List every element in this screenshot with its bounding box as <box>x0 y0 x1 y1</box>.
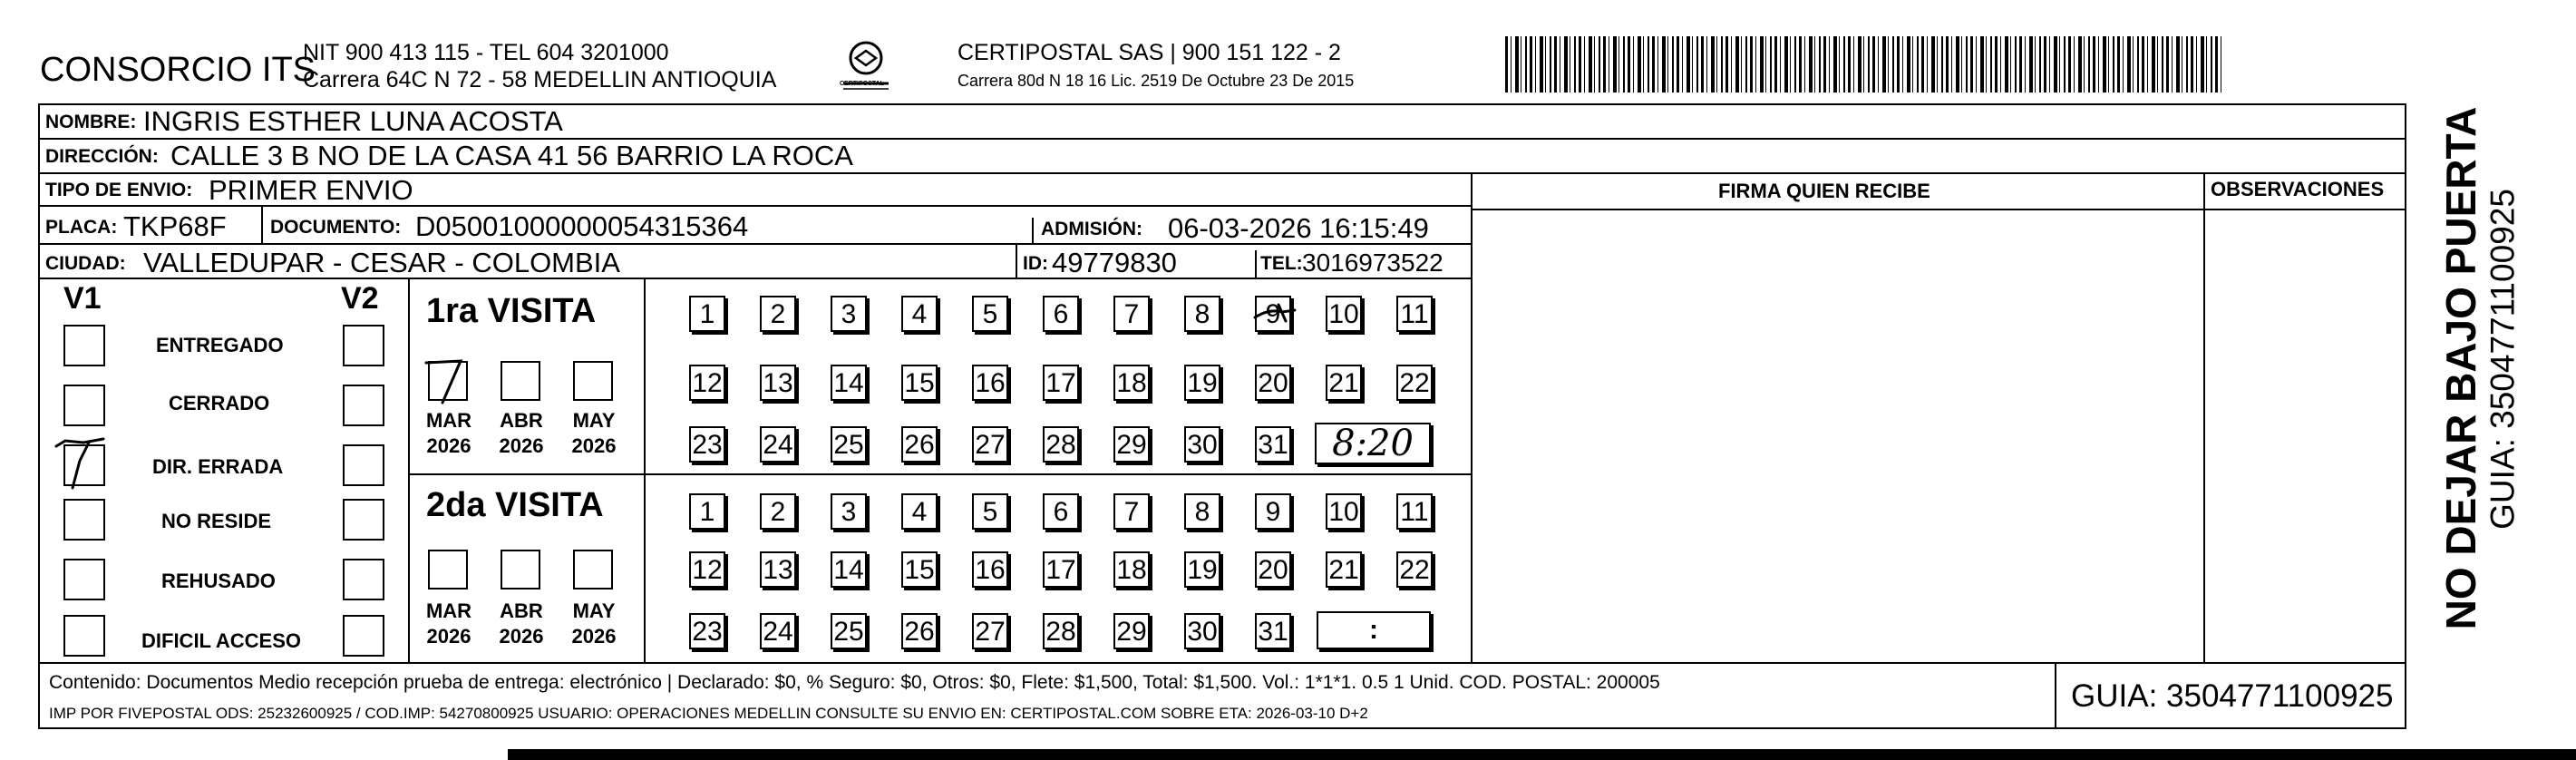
second-day-24[interactable]: 24 <box>760 613 796 649</box>
footer-contents: Contenido: Documentos Medio recepción prueba de entrega: electrónico | Declarado: $0, % Seguro: $0, Otros: $0, Flete: $1,500, Total: $1,500. Vol.: 1*1*1. 0.5 1 Unid. COD. POSTAL: 200005 <box>49 672 1660 693</box>
first-day-20[interactable]: 20 <box>1255 365 1291 401</box>
option-dificil-acceso: DIFICIL ACCESO <box>141 629 302 652</box>
v1-checkbox-no-reside[interactable] <box>63 499 105 541</box>
first-day-29[interactable]: 29 <box>1113 426 1150 463</box>
tel-label: TEL: <box>1260 253 1303 274</box>
second-day-18[interactable]: 18 <box>1113 551 1150 588</box>
first-day-23[interactable]: 23 <box>689 426 725 463</box>
ciudad-label: CIUDAD: <box>45 253 126 274</box>
second-visit-title: 2da VISITA <box>426 486 604 524</box>
first-day-7[interactable]: 7 <box>1113 296 1150 332</box>
first-day-19[interactable]: 19 <box>1184 365 1220 401</box>
v1-label: V1 <box>63 281 102 316</box>
company-address: Carrera 64C N 72 - 58 MEDELLIN ANTIOQUIA <box>303 67 777 93</box>
first-year-may-label: 2026 <box>571 434 617 457</box>
second-visit-month-mar[interactable] <box>428 550 468 589</box>
handwritten-seven-icon <box>419 354 470 406</box>
second-day-27[interactable]: 27 <box>972 613 1008 649</box>
second-day-31[interactable]: 31 <box>1255 613 1291 649</box>
documento-label: DOCUMENTO: <box>270 217 402 238</box>
first-month-may-label: MAY <box>572 409 616 432</box>
first-month-abr-label: ABR <box>500 409 543 432</box>
side-guia: GUIA: 3504771100925 <box>2484 189 2522 530</box>
second-day-17[interactable]: 17 <box>1043 551 1079 588</box>
second-day-8[interactable]: 8 <box>1184 493 1220 530</box>
first-day-2[interactable]: 2 <box>760 296 796 332</box>
second-day-19[interactable]: 19 <box>1184 551 1220 588</box>
option-no-reside: NO RESIDE <box>161 510 272 532</box>
first-visit-time: 8:20 <box>1332 423 1414 464</box>
second-day-7[interactable]: 7 <box>1113 493 1150 530</box>
carrier-address: Carrera 80d N 18 16 Lic. 2519 De Octubre 23 De 2015 <box>957 72 1355 90</box>
v1-checkbox-cerrado[interactable] <box>63 385 105 426</box>
direccion-label: DIRECCIÓN: <box>45 146 159 167</box>
first-day-1[interactable]: 1 <box>689 296 725 332</box>
observaciones-header: OBSERVACIONES <box>2211 178 2385 200</box>
id-value: 49779830 <box>1052 247 1177 278</box>
certipostal-logo-text: CERTIPOSTAL <box>840 81 884 87</box>
first-day-26[interactable]: 26 <box>901 426 938 463</box>
second-day-26[interactable]: 26 <box>901 613 938 649</box>
nombre-label: NOMBRE: <box>45 112 137 132</box>
second-day-21[interactable]: 21 <box>1326 551 1362 588</box>
first-day-8[interactable]: 8 <box>1184 296 1220 332</box>
v2-label: V2 <box>341 281 379 316</box>
first-month-mar-label: MAR <box>425 409 472 432</box>
first-visit-title: 1ra VISITA <box>426 292 597 330</box>
admision-label: ADMISIÓN: <box>1041 219 1142 239</box>
first-day-24[interactable]: 24 <box>760 426 796 463</box>
first-day-12[interactable]: 12 <box>689 365 725 401</box>
second-day-4[interactable]: 4 <box>901 493 938 530</box>
side-warning: NO DEJAR BAJO PUERTA <box>2437 106 2484 630</box>
tipo-envio-value: PRIMER ENVIO <box>209 174 413 206</box>
first-day-30[interactable]: 30 <box>1184 426 1220 463</box>
first-year-mar-label: 2026 <box>426 434 471 457</box>
v2-checkbox-dificil-acceso[interactable] <box>343 615 384 657</box>
company-nit: NIT 900 413 115 - TEL 604 3201000 <box>303 40 669 65</box>
second-day-29[interactable]: 29 <box>1113 613 1150 649</box>
direccion-value: CALLE 3 B NO DE LA CASA 41 56 BARRIO LA ROCA <box>170 140 853 171</box>
second-day-11[interactable]: 11 <box>1396 493 1433 530</box>
v2-checkbox-cerrado[interactable] <box>343 385 384 426</box>
second-visit-month-abr[interactable] <box>501 550 540 589</box>
option-rehusado: REHUSADO <box>161 570 276 592</box>
second-day-22[interactable]: 22 <box>1396 551 1433 588</box>
second-day-9[interactable]: 9 <box>1255 493 1291 530</box>
v2-checkbox-rehusado[interactable] <box>343 559 384 600</box>
first-day-6[interactable]: 6 <box>1043 296 1079 332</box>
option-dir-errada: DIR. ERRADA <box>152 455 284 478</box>
second-day-3[interactable]: 3 <box>831 493 867 530</box>
first-day-14[interactable]: 14 <box>831 365 867 401</box>
first-day-17[interactable]: 17 <box>1043 365 1079 401</box>
documento-value: D05001000000054315364 <box>415 210 749 242</box>
handwritten-check-mark-icon <box>53 435 109 490</box>
id-label: ID: <box>1023 253 1048 274</box>
second-day-1[interactable]: 1 <box>689 493 725 530</box>
second-year-may-label: 2026 <box>571 625 617 648</box>
first-day-10[interactable]: 10 <box>1326 296 1362 332</box>
second-day-10[interactable]: 10 <box>1326 493 1362 530</box>
first-day-25[interactable]: 25 <box>831 426 867 463</box>
placa-value: TKP68F <box>123 210 227 242</box>
option-cerrado: CERRADO <box>169 392 270 414</box>
first-day-3[interactable]: 3 <box>831 296 867 332</box>
barcode <box>1505 36 2221 93</box>
v2-checkbox-no-reside[interactable] <box>343 499 384 541</box>
second-day-16[interactable]: 16 <box>972 551 1008 588</box>
side-text-group <box>2416 98 2523 638</box>
second-year-mar-label: 2026 <box>426 625 471 648</box>
v1-checkbox-dificil-acceso[interactable] <box>63 615 105 657</box>
second-day-15[interactable]: 15 <box>901 551 938 588</box>
first-visit-month-may[interactable] <box>573 361 613 401</box>
v2-checkbox-entregado[interactable] <box>343 325 384 366</box>
tipo-envio-label: TIPO DE ENVIO: <box>45 180 193 200</box>
second-day-30[interactable]: 30 <box>1184 613 1220 649</box>
footer-guia: GUIA: 3504771100925 <box>2071 678 2394 714</box>
option-entregado: ENTREGADO <box>156 334 284 356</box>
first-day-22[interactable]: 22 <box>1396 365 1433 401</box>
second-month-may-label: MAY <box>572 599 616 622</box>
second-day-2[interactable]: 2 <box>760 493 796 530</box>
first-day-9[interactable]: 9 <box>1255 296 1291 332</box>
first-day-31[interactable]: 31 <box>1255 426 1291 463</box>
ciudad-value: VALLEDUPAR - CESAR - COLOMBIA <box>143 247 620 278</box>
carrier-name: CERTIPOSTAL SAS | 900 151 122 - 2 <box>957 40 1341 65</box>
first-day-18[interactable]: 18 <box>1113 365 1150 401</box>
admision-value: 06-03-2026 16:15:49 <box>1168 212 1429 244</box>
handwritten-strike-icon <box>1251 299 1298 326</box>
first-day-28[interactable]: 28 <box>1043 426 1079 463</box>
first-day-11[interactable]: 11 <box>1396 296 1433 332</box>
v1-checkbox-entregado[interactable] <box>63 325 105 366</box>
scan-shadow-strip <box>508 749 2576 760</box>
second-day-12[interactable]: 12 <box>689 551 725 588</box>
v2-checkbox-dir-errada[interactable] <box>343 444 384 486</box>
first-year-abr-label: 2026 <box>499 434 544 457</box>
placa-label: PLACA: <box>45 217 118 238</box>
company-name: CONSORCIO ITS <box>40 51 316 89</box>
second-day-23[interactable]: 23 <box>689 613 725 649</box>
v1-checkbox-rehusado[interactable] <box>63 559 105 600</box>
second-day-25[interactable]: 25 <box>831 613 867 649</box>
first-day-21[interactable]: 21 <box>1326 365 1362 401</box>
second-day-5[interactable]: 5 <box>972 493 1008 530</box>
first-visit-time-box[interactable] <box>1315 423 1431 464</box>
first-day-27[interactable]: 27 <box>972 426 1008 463</box>
first-day-16[interactable]: 16 <box>972 365 1008 401</box>
second-day-14[interactable]: 14 <box>831 551 867 588</box>
second-visit-month-may[interactable] <box>573 550 613 589</box>
first-day-4[interactable]: 4 <box>901 296 938 332</box>
footer-print-info: IMP POR FIVEPOSTAL ODS: 25232600925 / COD.IMP: 54270800925 USUARIO: OPERACIONES MEDELLIN CONSULTE SU ENVIO EN: CERTIPOSTAL.COM SOBRE ETA: 2026-03-10 D+2 <box>49 705 1368 722</box>
first-day-15[interactable]: 15 <box>901 365 938 401</box>
second-visit-time-box[interactable] <box>1317 611 1431 649</box>
second-visit-time: : <box>1369 615 1378 645</box>
second-day-20[interactable]: 20 <box>1255 551 1291 588</box>
firma-header: FIRMA QUIEN RECIBE <box>1718 180 1930 202</box>
second-day-13[interactable]: 13 <box>760 551 796 588</box>
second-month-abr-label: ABR <box>500 599 543 622</box>
tel-value: 3016973522 <box>1302 248 1444 277</box>
second-month-mar-label: MAR <box>425 599 472 622</box>
first-day-13[interactable]: 13 <box>760 365 796 401</box>
second-year-abr-label: 2026 <box>499 625 544 648</box>
first-day-5[interactable]: 5 <box>972 296 1008 332</box>
second-day-6[interactable]: 6 <box>1043 493 1079 530</box>
nombre-value: INGRIS ESTHER LUNA ACOSTA <box>143 105 563 137</box>
second-day-28[interactable]: 28 <box>1043 613 1079 649</box>
first-visit-month-abr[interactable] <box>501 361 540 401</box>
